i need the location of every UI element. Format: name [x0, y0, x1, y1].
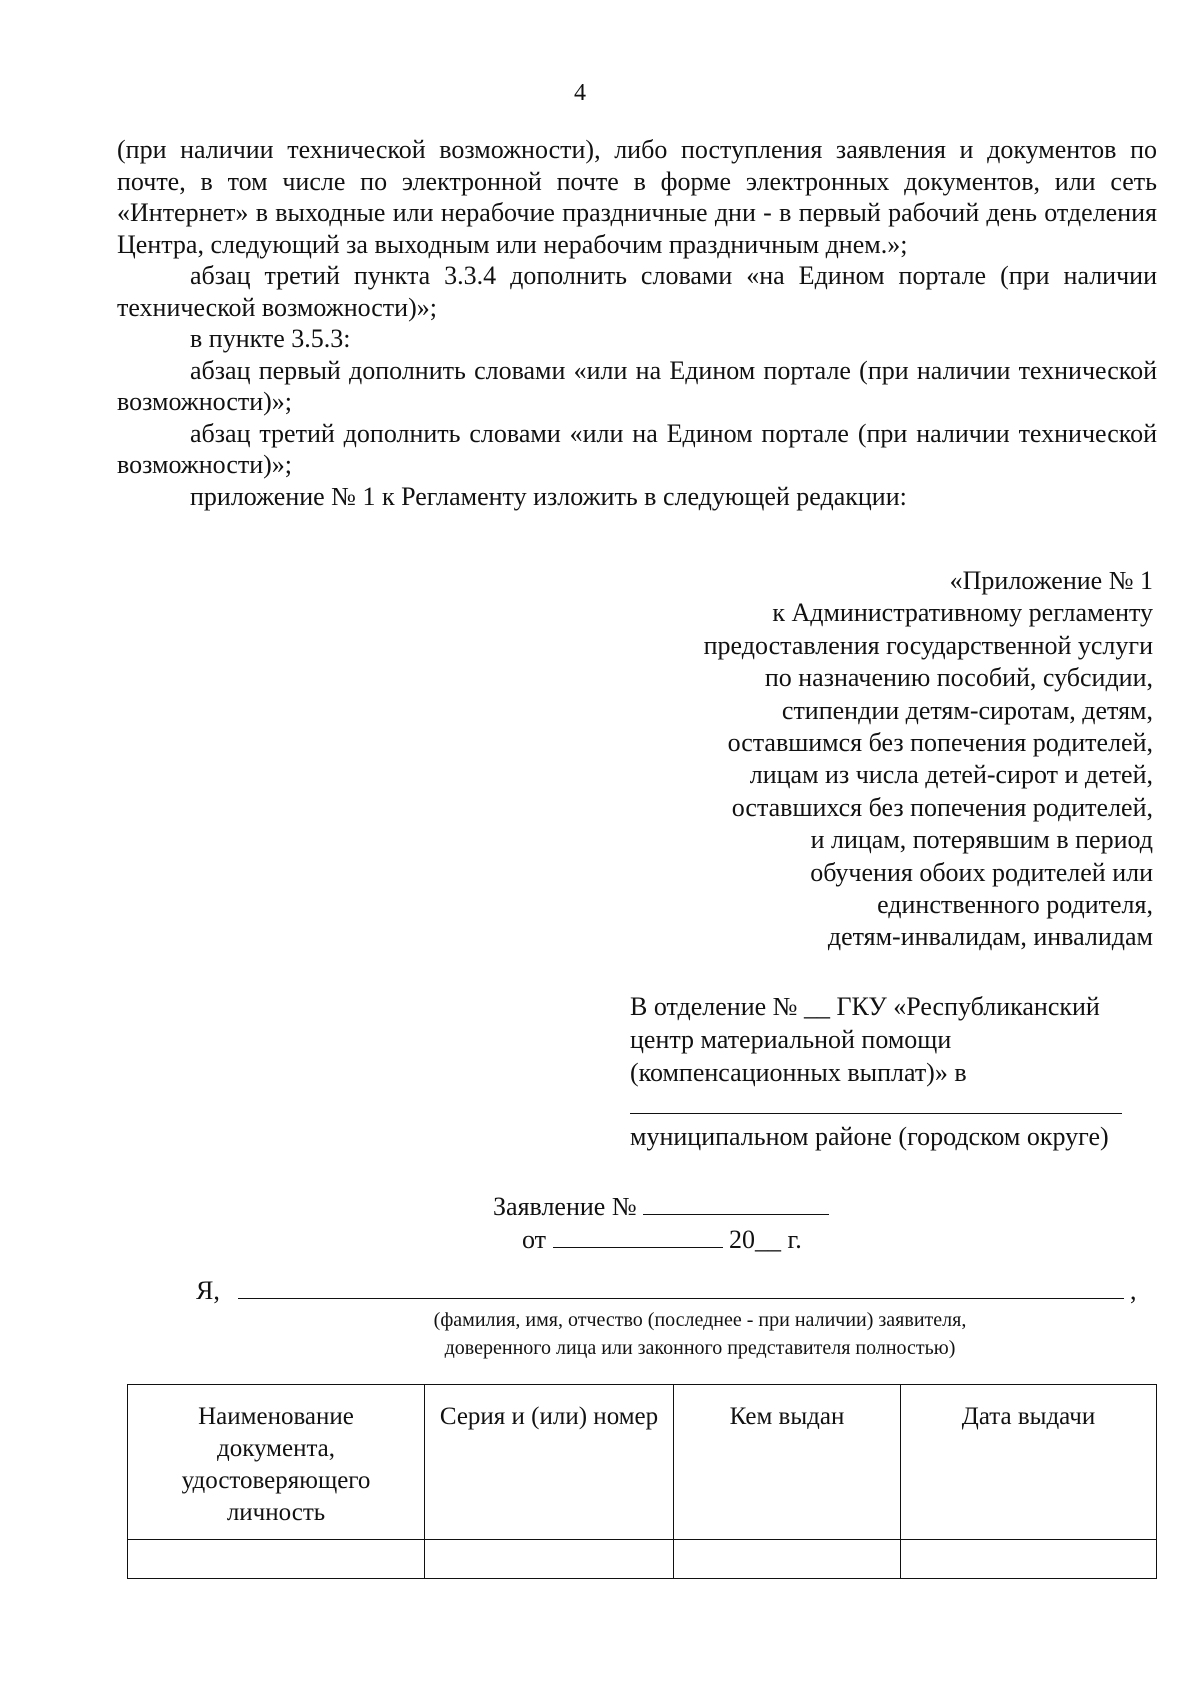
addressee-line: В отделение № __ ГКУ «Республиканский — [630, 992, 1100, 1021]
caption-line: доверенного лица или законного представителя полностью) — [444, 1337, 956, 1359]
appendix-line: единственного родителя, — [877, 890, 1153, 920]
statement-header — [493, 1190, 829, 1256]
addressee-line: муниципальном районе (городском округе) — [630, 1122, 1109, 1151]
column-header-issued-by: Кем выдан — [674, 1385, 901, 1540]
column-header-series-number: Серия и (или) номер — [425, 1385, 674, 1540]
statement-date-line — [493, 1223, 829, 1256]
paragraph-continuation: (при наличии технической возможности), либо поступления заявления и документов по почте, в том числе по электронной почте в форме электронных документов, или сеть «Интернет» в выходные или нерабочие праздничные дни - в первый рабочий день отделения Центра, следующий за выходным или нерабочим праздничным днем.»; — [117, 135, 1157, 259]
identity-document-table — [127, 1384, 1157, 1579]
appendix-line: оставшихся без попечения родителей, — [731, 792, 1153, 822]
addressee-line: центр материальной помощи — [630, 1025, 952, 1054]
applicant-caption — [300, 1306, 1100, 1362]
table-cell[interactable] — [128, 1540, 425, 1579]
statement-date-blank[interactable] — [553, 1225, 723, 1248]
paragraph-amendment-first: абзац первый дополнить словами «или на Едином портале (при наличии технической возможности)»; — [117, 355, 1157, 416]
column-header-document-name: Наименование документа, удостоверяющего личность — [128, 1385, 425, 1540]
statement-number-blank[interactable] — [643, 1192, 829, 1215]
appendix-line: по назначению пособий, субсидии, — [764, 663, 1153, 693]
paragraph-amendment-third: абзац третий дополнить словами «или на Едином портале (при наличии технической возможности)»; — [117, 418, 1157, 479]
addressee-line: (компенсационных выплат)» в — [630, 1058, 967, 1087]
table-cell[interactable] — [674, 1540, 901, 1579]
paragraph-point-3-5-3: в пункте 3.5.3: — [190, 324, 351, 353]
body-text — [117, 134, 1157, 512]
appendix-line: предоставления государственной услуги — [703, 630, 1153, 660]
table-header-row — [128, 1385, 1157, 1540]
appendix-line: лицам из числа детей-сирот и детей, — [749, 760, 1153, 790]
applicant-suffix: , — [1130, 1276, 1137, 1305]
statement-date-prefix: от — [522, 1225, 547, 1254]
appendix-line: оставшимся без попечения родителей, — [727, 728, 1153, 758]
table-cell[interactable] — [425, 1540, 674, 1579]
table-cell[interactable] — [901, 1540, 1157, 1579]
district-blank-line[interactable] — [630, 1089, 1122, 1114]
appendix-line: к Административному регламенту — [772, 598, 1153, 628]
appendix-line: «Приложение № 1 — [949, 566, 1153, 595]
appendix-line: и лицам, потерявшим в период — [810, 825, 1153, 855]
appendix-line: детям-инвалидам, инвалидам — [827, 922, 1153, 952]
caption-line: (фамилия, имя, отчество (последнее - при наличии) заявителя, — [433, 1309, 967, 1331]
statement-title-line — [493, 1190, 829, 1223]
appendix-heading — [453, 565, 1153, 954]
applicant-name-blank[interactable] — [238, 1298, 1124, 1299]
column-header-issue-date: Дата выдачи — [901, 1385, 1157, 1540]
appendix-line: стипендии детям-сиротам, детям, — [781, 695, 1153, 725]
statement-title: Заявление № — [493, 1192, 637, 1221]
applicant-line — [196, 1276, 1146, 1306]
addressee-block — [630, 990, 1170, 1153]
paragraph-amendment-3-3-4: абзац третий пункта 3.3.4 дополнить словами «на Едином портале (при наличии технической возможности)»; — [117, 261, 1157, 322]
statement-date-year: 20__ г. — [729, 1225, 802, 1254]
appendix-line: обучения обоих родителей или — [810, 857, 1153, 887]
applicant-prefix: Я, — [196, 1276, 220, 1305]
table-row — [128, 1540, 1157, 1579]
page-number: 4 — [574, 80, 586, 106]
paragraph-appendix-intro: приложение № 1 к Регламенту изложить в следующей редакции: — [190, 481, 907, 511]
